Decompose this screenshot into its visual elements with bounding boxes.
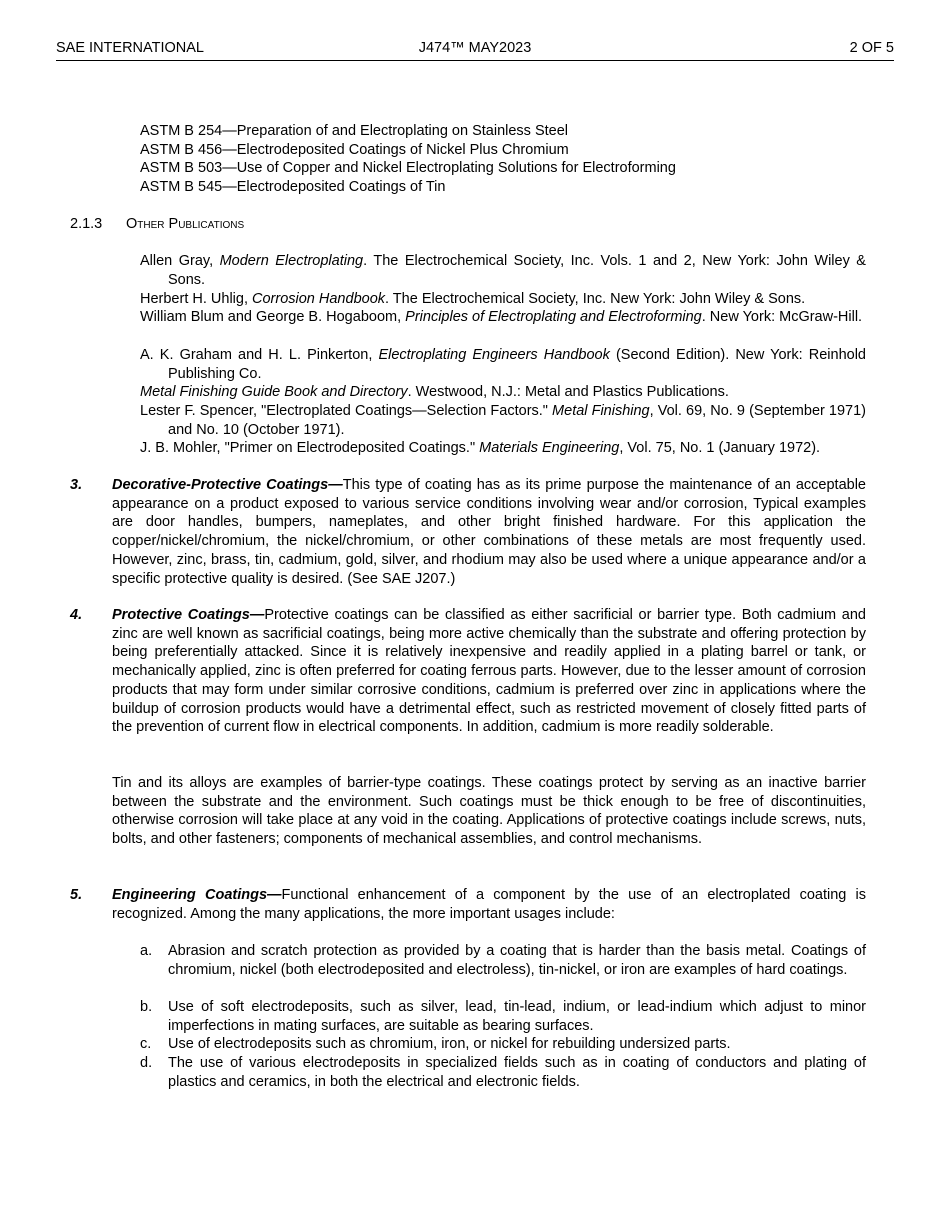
publication-entry: William Blum and George B. Hogaboom, Principles of Electroplating and Electroforming. New York: McGraw-Hill.	[140, 309, 863, 325]
header-publisher: SAE INTERNATIONAL	[56, 40, 204, 56]
list-item: Use of electrodeposits such as chromium, iron, or nickel for rebuilding undersized parts.	[168, 1036, 731, 1052]
section-4-paragraph-2: Tin and its alloys are examples of barrier-type coatings. These coatings protect by serving as an inactive barrier between the substrate and the environment. Such coatings must be thick enough to be free of discontinuities, otherwise corrosion will take place at any void in the coating. Applications of protective coatings include screws, nuts, bolts, and other fasteners; components of mechanical assemblies, and control mechanisms.	[112, 775, 866, 848]
publication-entry: Metal Finishing Guide Book and Directory. Westwood, N.J.: Metal and Plastics Publications.	[140, 384, 729, 400]
section-title: Other Publications	[126, 216, 245, 232]
section-4-number: 4.	[70, 607, 83, 623]
list-item: The use of various electrodeposits in specialized fields such as in coating of conductors and plating of plastics and ceramics, in both the electrical and electronic fields.	[168, 1055, 866, 1090]
astm-ref: ASTM B 545—Electrodeposited Coatings of Tin	[140, 179, 446, 195]
section-5-paragraph: Engineering Coatings—Functional enhancement of a component by the use of an electroplated coating is recognized. Among the many applications, the more important usages include:	[112, 887, 867, 922]
section-number: 2.1.3	[70, 216, 103, 232]
section-3-paragraph: Decorative-Protective Coatings—This type of coating has as its prime purpose the maintenance of an acceptable appearance on a product exposed to various service conditions involving wear and/or corrosion, Typical examples are door handles, bumpers, nameplates, and other bright finished hardware. For this application the copper/nickel/chromium, the nickel/chromium, or other combinations of these metals are most frequently used. However, zinc, brass, tin, cadmium, gold, silver, and rhodium may also be used where a unique appearance and/or a specific protective quality is desired. (See SAE J207.)	[112, 477, 866, 587]
section-3-title: Decorative-Protective Coatings—	[112, 477, 343, 493]
list-item-letter: c.	[140, 1036, 152, 1052]
publication-entry: Lester F. Spencer, "Electroplated Coatings—Selection Factors." Metal Finishing, Vol. 69, No. 9 (September 1971) and No. 10 (October 1971).	[140, 403, 867, 438]
section-5-title: Engineering Coatings—	[112, 887, 282, 903]
astm-ref: ASTM B 456—Electrodeposited Coatings of Nickel Plus Chromium	[140, 142, 569, 158]
publication-entry: Allen Gray, Modern Electroplating. The Electrochemical Society, Inc. Vols. 1 and 2, New York: John Wiley & Sons.	[140, 253, 866, 288]
astm-ref: ASTM B 503—Use of Copper and Nickel Electroplating Solutions for Electroforming	[140, 160, 676, 176]
header-doc-id: J474™ MAY2023	[418, 40, 532, 56]
list-item: Abrasion and scratch protection as provided by a coating that is harder than the basis metal. Coatings of chromium, nickel (both electrodeposited and electroless), tin-nickel, or iron are examples of hard coatings.	[168, 943, 866, 978]
publication-entry: J. B. Mohler, "Primer on Electrodeposited Coatings." Materials Engineering, Vol. 75, No. 1 (January 1972).	[140, 440, 821, 456]
list-item: Use of soft electrodeposits, such as silver, lead, tin-lead, indium, or lead-indium which adjust to minor imperfections in mating surfaces, are suitable as bearing surfaces.	[168, 999, 866, 1034]
section-4-title: Protective Coatings—	[112, 607, 265, 623]
section-5-number: 5.	[70, 887, 83, 903]
list-item-letter: d.	[140, 1055, 153, 1071]
publication-entry: Herbert H. Uhlig, Corrosion Handbook. The Electrochemical Society, Inc. New York: John Wiley & Sons.	[140, 291, 806, 307]
page-header	[56, 38, 894, 61]
section-3-number: 3.	[70, 477, 83, 493]
list-item-letter: a.	[140, 943, 153, 959]
astm-ref: ASTM B 254—Preparation of and Electroplating on Stainless Steel	[140, 123, 568, 139]
section-4-paragraph: Protective Coatings—Protective coatings can be classified as either sacrificial or barrier type. Both cadmium and zinc are well known as sacrificial coatings, being more active chemically than the substrate and offering protection by being preferentially attacked. Since it is relatively inexpensive and readily applied in a plating barrel or tank, or mechanically applied, zinc is often preferred for coating ferrous parts. However, due to the lesser amount of corrosion products that may form under similar corrosive conditions, cadmium is preferred over zinc in applications where the buildup of corrosion products would have a detrimental effect, such as restricted movement of closely fitted parts of the prevention of current flow in electrical components. In addition, cadmium is more readily solderable.	[112, 607, 866, 736]
list-item-letter: b.	[140, 999, 153, 1015]
publication-entry: A. K. Graham and H. L. Pinkerton, Electroplating Engineers Handbook (Second Edition). New York: Reinhold Publishing Co.	[140, 347, 866, 382]
header-page-number: 2 OF 5	[849, 40, 894, 56]
